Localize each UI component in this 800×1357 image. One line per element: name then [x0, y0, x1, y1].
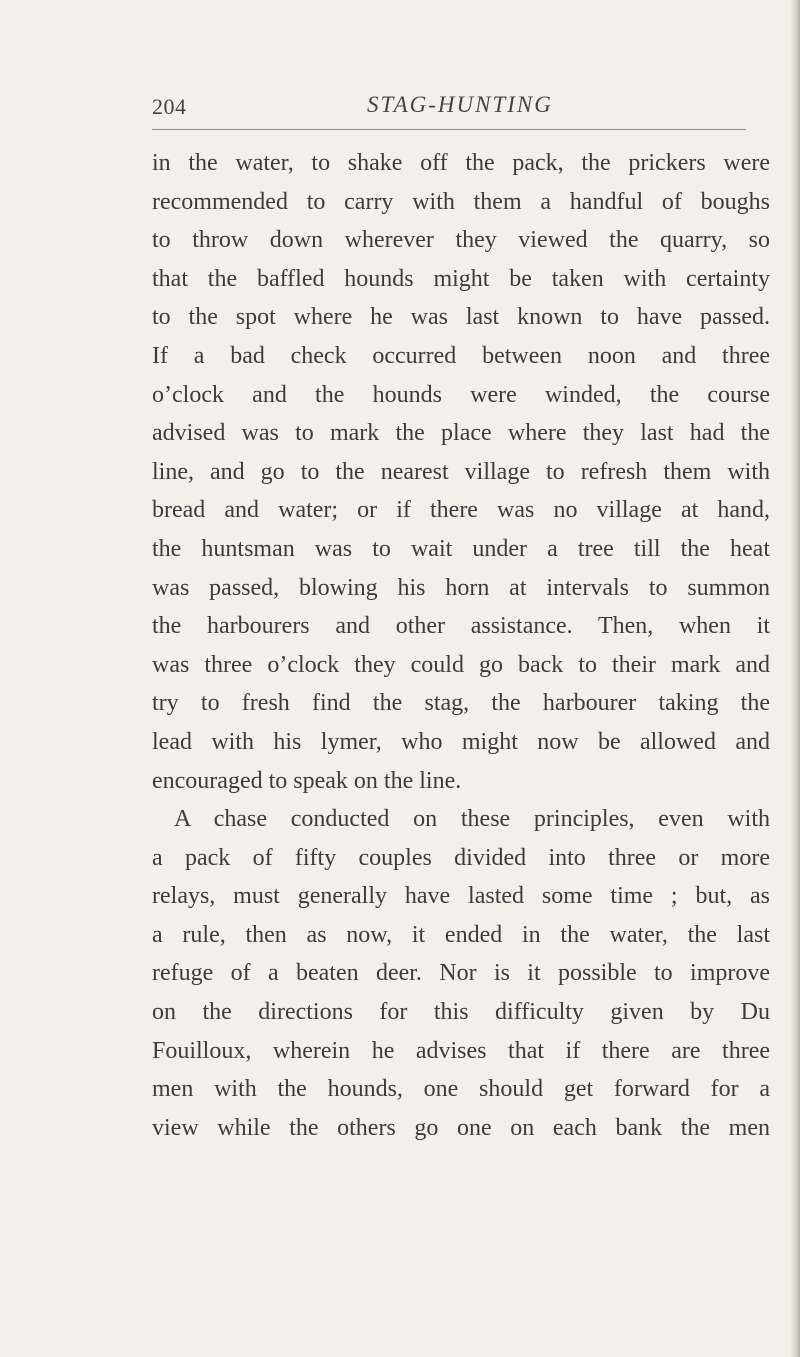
header-rule: [152, 129, 746, 130]
text-line: was passed, blowing his horn at intervals to summon: [152, 574, 770, 601]
text-line: the huntsman was to wait under a tree till the heat: [152, 535, 770, 562]
text-line: to throw down wherever they viewed the quarry, so: [152, 227, 770, 254]
text-line: refuge of a beaten deer. Nor is it possible to improve: [152, 960, 770, 987]
text-line: was three o’clock they could go back to their mark and: [152, 651, 770, 678]
page-number: 204: [152, 94, 187, 119]
text-line: relays, must generally have lasted some time ; but, as: [152, 883, 770, 910]
running-title: STAG-HUNTING: [367, 92, 553, 117]
running-head: [152, 88, 746, 128]
text-line: that the baffled hounds might be taken with certainty: [152, 265, 770, 292]
page-edge-shadow: [790, 0, 800, 1357]
text-line: lead with his lymer, who might now be allowed and: [152, 728, 770, 755]
body-text: [152, 144, 770, 1147]
text-line: line, and go to the nearest village to refresh them with: [152, 458, 770, 485]
text-line: in the water, to shake off the pack, the prickers were: [152, 150, 770, 176]
text-line: A chase conducted on these principles, even with: [174, 806, 770, 833]
text-line: If a bad check occurred between noon and three: [152, 342, 770, 369]
text-line: to the spot where he was last known to have passed.: [152, 304, 770, 331]
text-line: a pack of fifty couples divided into three or more: [152, 844, 770, 871]
text-line: men with the hounds, one should get forward for a: [152, 1076, 770, 1103]
text-line: Fouilloux, wherein he advises that if there are three: [152, 1037, 770, 1064]
text-line: bread and water; or if there was no village at hand,: [152, 497, 770, 524]
text-line: the harbourers and other assistance. Then, when it: [152, 613, 770, 640]
text-line: view while the others go one on each bank the men: [152, 1114, 770, 1141]
text-line: advised was to mark the place where they last had the: [152, 420, 770, 447]
text-line: on the directions for this difficulty given by Du: [152, 999, 770, 1026]
text-line: try to fresh find the stag, the harbourer taking the: [152, 690, 770, 717]
text-line: encouraged to speak on the line.: [152, 767, 462, 794]
text-line: recommended to carry with them a handful of boughs: [152, 188, 770, 215]
text-line: a rule, then as now, it ended in the water, the last: [152, 921, 770, 948]
text-line: o’clock and the hounds were winded, the course: [152, 381, 770, 408]
